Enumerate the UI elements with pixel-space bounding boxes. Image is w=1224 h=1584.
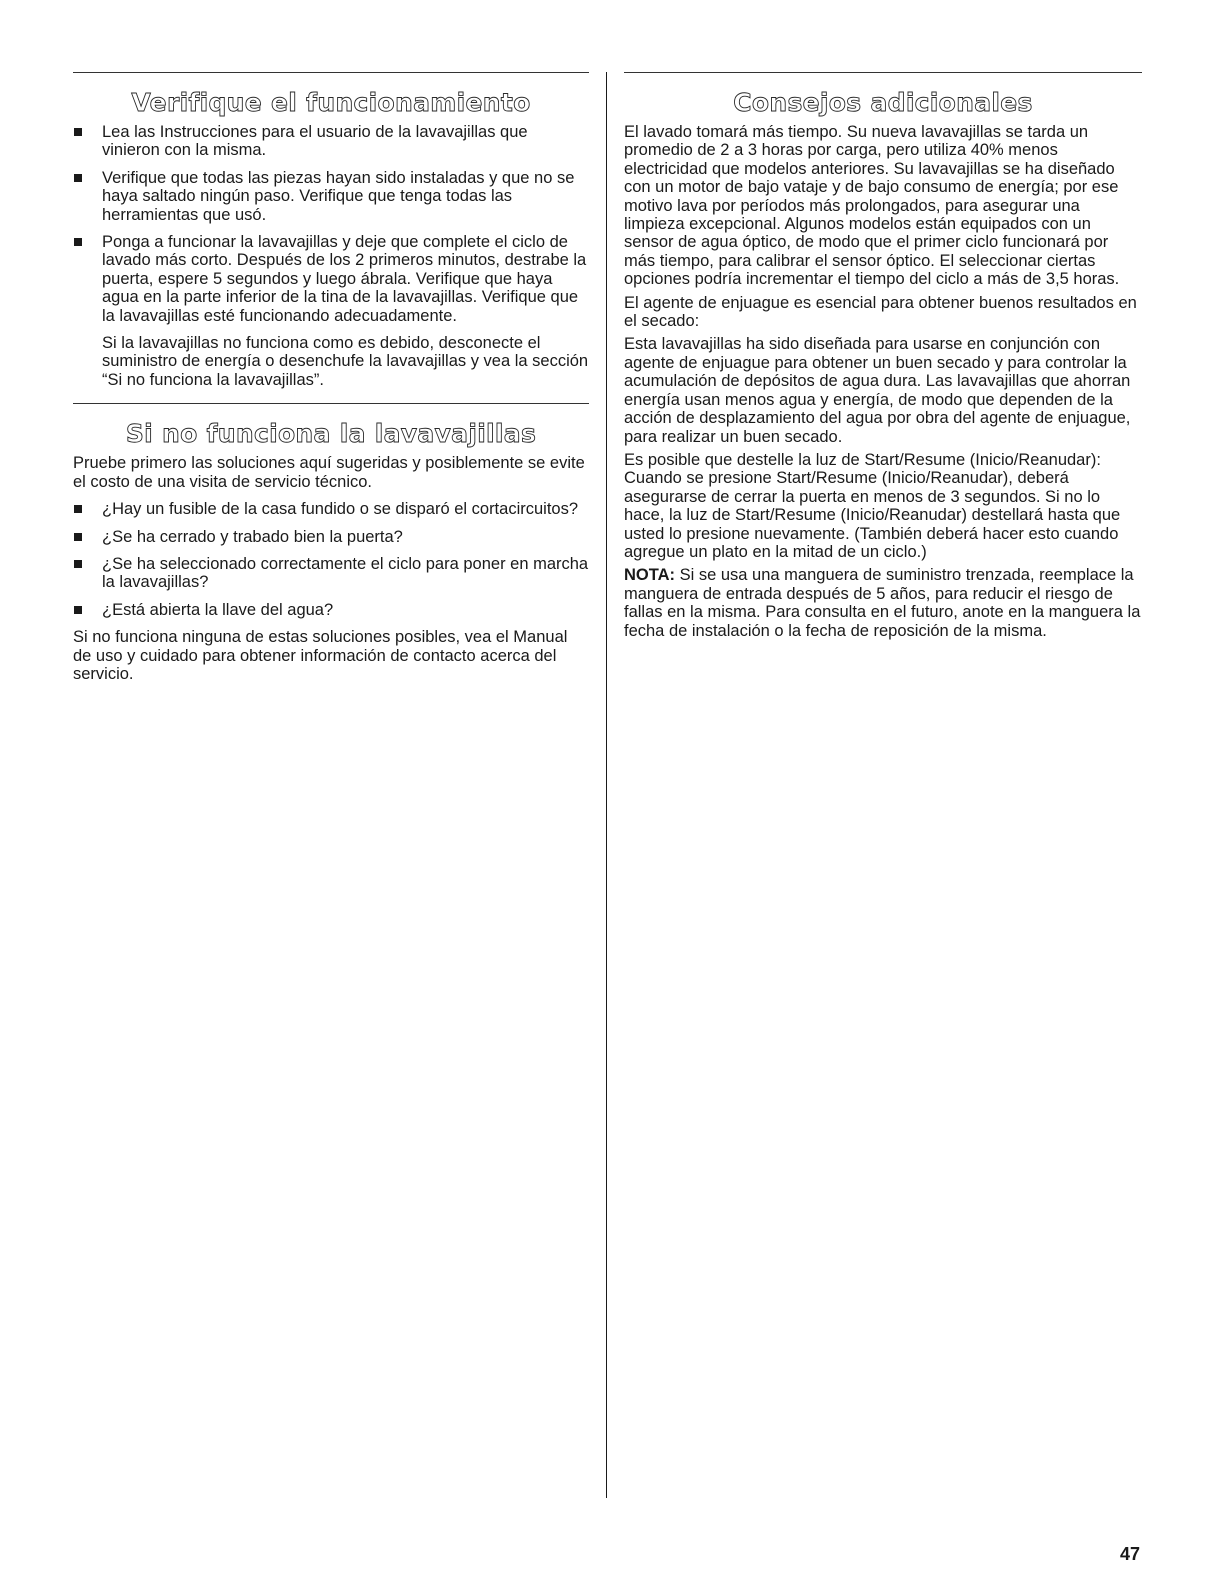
troubleshooting-checklist xyxy=(73,500,589,619)
troubleshooting-intro: Pruebe primero las soluciones aquí sugeridas y posiblemente se evite el costo de una visita de servicio técnico. xyxy=(73,454,585,491)
note-text: Si se usa una manguera de suministro trenzada, reemplace la manguera de entrada después de 5 años, para reducir el riesgo de fallas en la misma. Para consulta en el futuro, anote en la manguera la fecha de instalación o la fecha de reposición de la misma. xyxy=(624,566,1141,640)
section-rule xyxy=(73,72,589,73)
tip-paragraph: El lavado tomará más tiempo. Su nueva lavavajillas se tarda un promedio de 2 a 3 horas por carga, pero utiliza 40% menos electricidad que modelos anteriores. Su lavavajillas se ha diseñado con un motor de bajo vataje y de bajo consumo de energía; por ese motivo lava por períodos más prolongados, para asegurar una limpieza excepcional. Algunos modelos están equipados con un sensor de agua óptico, de modo que el primer ciclo funcionará por más tiempo, para calibrar el sensor óptico. El seleccionar ciertas opciones podría incrementar el tiempo del ciclo a más de 3,5 horas. xyxy=(624,123,1120,289)
column-divider xyxy=(606,72,607,1498)
note-label: NOTA: xyxy=(624,566,676,585)
section-heading-additional-tips: Consejos adicionales xyxy=(733,88,1033,117)
tip-paragraph: El agente de enjuague es esencial para obtener buenos resultados en el secado: xyxy=(624,293,1137,331)
list-item: ¿Se ha seleccionado correctamente el ciclo para poner en marcha la lavavajillas? xyxy=(73,555,589,592)
left-column xyxy=(73,72,589,688)
list-item: Ponga a funcionar la lavavajillas y deje que complete el ciclo de lavado más corto. Después de los 2 primeros minutos, destrabe la puerta, espere 5 segundos y luego ábrala. Verifique que haya agua en la parte inferior de la tina de la lavavajillas. Verifique que la lavavajillas esté funcionando adecuadamente. xyxy=(73,233,589,325)
list-item: ¿Está abierta la llave del agua? xyxy=(73,601,589,619)
section-heading-verify-operation: Verifique el funcionamiento xyxy=(131,88,531,117)
list-item: Verifique que todas las piezas hayan sido instaladas y que no se haya saltado ningún paso. Verifique que tenga todas las herramientas que usó. xyxy=(73,169,589,224)
tip-paragraph: Es posible que destelle la luz de Start/Resume (Inicio/Reanudar): Cuando se presione Start/Resume (Inicio/Reanudar), deberá asegurarse de cerrar la puerta en menos de 3 segundos. Si no lo hace, la luz de Start/Resume (Inicio/Reanudar) destellará hasta que usted lo presione nuevamente. (También deberá hacer esto cuando agregue un plato en la mitad de un ciclo.) xyxy=(624,450,1121,561)
page-number: 47 xyxy=(1119,1544,1140,1564)
list-item: ¿Hay un fusible de la casa fundido o se disparó el cortacircuitos? xyxy=(73,500,589,518)
note-paragraph xyxy=(624,566,1142,640)
troubleshooting-outro: Si no funciona ninguna de estas soluciones posibles, vea el Manual de uso y cuidado para obtener información de contacto acerca del servicio. xyxy=(73,628,568,683)
list-item: ¿Se ha cerrado y trabado bien la puerta? xyxy=(73,528,589,546)
section-rule xyxy=(624,72,1142,73)
right-column xyxy=(624,72,1142,645)
section-heading-troubleshooting: Si no funciona la lavavajillas xyxy=(125,419,537,449)
verify-note: Si la lavavajillas no funciona como es debido, desconecte el suministro de energía o desenchufe la lavavajillas y vea la sección “Si no funciona la lavavajillas”. xyxy=(102,334,589,389)
tip-paragraph: Esta lavavajillas ha sido diseñada para usarse en conjunción con agente de enjuague para obtener un buen secado y para controlar la acumulación de depósitos de agua dura. Las lavavajillas que ahorran energía usan menos agua y energía, de modo que dependen de la acción de desplazamiento del agua por obra del agente de enjuague, para realizar un buen secado. xyxy=(624,335,1131,446)
list-item: Lea las Instrucciones para el usuario de la lavavajillas que vinieron con la misma. xyxy=(73,123,589,160)
section-rule xyxy=(73,403,589,404)
verify-checklist xyxy=(73,123,589,325)
